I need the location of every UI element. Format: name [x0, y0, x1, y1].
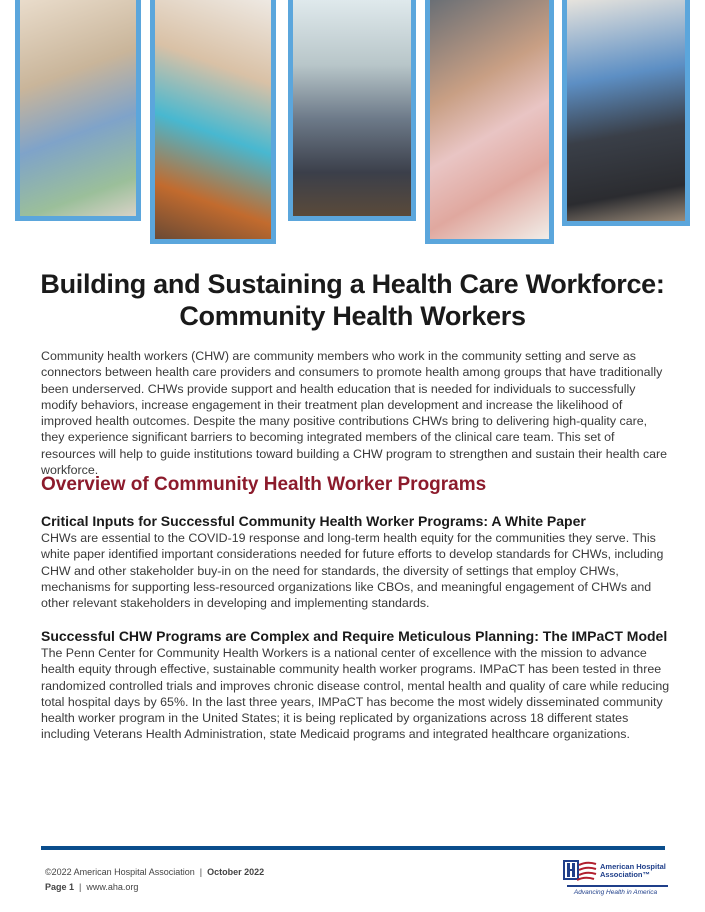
footer-line-1 [45, 867, 264, 877]
section-white-paper [41, 512, 671, 611]
separator: | [199, 867, 203, 877]
section-impact-model [41, 627, 671, 743]
section-body: CHWs are essential to the COVID-19 response and long-term health equity for the communities they serve. This white paper identified important considerations needed for future efforts to develop standards for CHWs, including CHW and other stakeholder buy-in on the need for standards, the diversity of settings that employ CHWs, mechanisms for supporting less-resourced organizations like CBOs, and meaningful engagement of CHWs and other relevant stakeholders in developing and implementing standards. [41, 531, 664, 611]
logo-divider [567, 885, 668, 887]
aha-logo [563, 860, 668, 896]
footer-divider [41, 846, 665, 850]
logo-name-line-2: Association™ [600, 870, 651, 879]
publication-date: October 2022 [207, 867, 265, 877]
website-link[interactable]: www.aha.org [86, 882, 139, 892]
section-title[interactable]: Successful CHW Programs are Complex and Require Meticulous Planning: The IMPaCT Model [41, 628, 668, 644]
page-title [0, 268, 705, 332]
photo-nurse-elderly-patient [15, 0, 141, 221]
separator: | [79, 882, 82, 892]
photo-girl-masked [425, 0, 554, 244]
intro-paragraph: Community health workers (CHW) are community members who work in the community setting and serve as connectors between health care providers and consumers to promote health among groups that have traditionally been underserved. CHWs provide support and health education that is needed for individuals to successfully modify behaviors, increase engagement in their treatment plan development and increase the likelihood of improved health outcomes. Despite the many positive contributions CHWs bring to delivering high-quality care, they experience significant barriers to becoming integrated members of the clinical care team. This set of resources will help to guide institutions toward building a CHW program to strengthen and sustain their health care workforce. [41, 349, 668, 478]
title-line-1: Building and Sustaining a Health Care Workforce: [40, 269, 665, 299]
aha-emblem-icon [563, 860, 597, 882]
logo-name-line-1: American Hospital [600, 862, 666, 871]
section-heading: Overview of Community Health Worker Programs [41, 474, 487, 495]
photo-glucose-test [150, 0, 276, 244]
logo-tagline: Advancing Health in America [573, 889, 658, 896]
page-number: Page 1 [45, 882, 75, 892]
photo-wheelchair-patient [562, 0, 690, 226]
footer-line-2 [45, 882, 138, 892]
section-body: The Penn Center for Community Health Workers is a national center of excellence with the mission to advance health equity through effective, sustainable community health worker programs. IMPaCT has been tested in three randomized controlled trials and improves chronic disease control, mental health and quality of care while reducing total hospital days by 65%. In the last three years, IMPaCT has become the most widely disseminated community health worker program in the United States; it is being replicated by organizations across 18 different states including Veterans Health Administration, state Medicaid programs and integrated healthcare organizations. [41, 646, 670, 742]
copyright: ©2022 American Hospital Association [45, 867, 195, 877]
title-line-2: Community Health Workers [179, 301, 526, 331]
photo-community-group [288, 0, 416, 221]
section-title[interactable]: Critical Inputs for Successful Community Health Worker Programs: A White Paper [41, 513, 586, 529]
